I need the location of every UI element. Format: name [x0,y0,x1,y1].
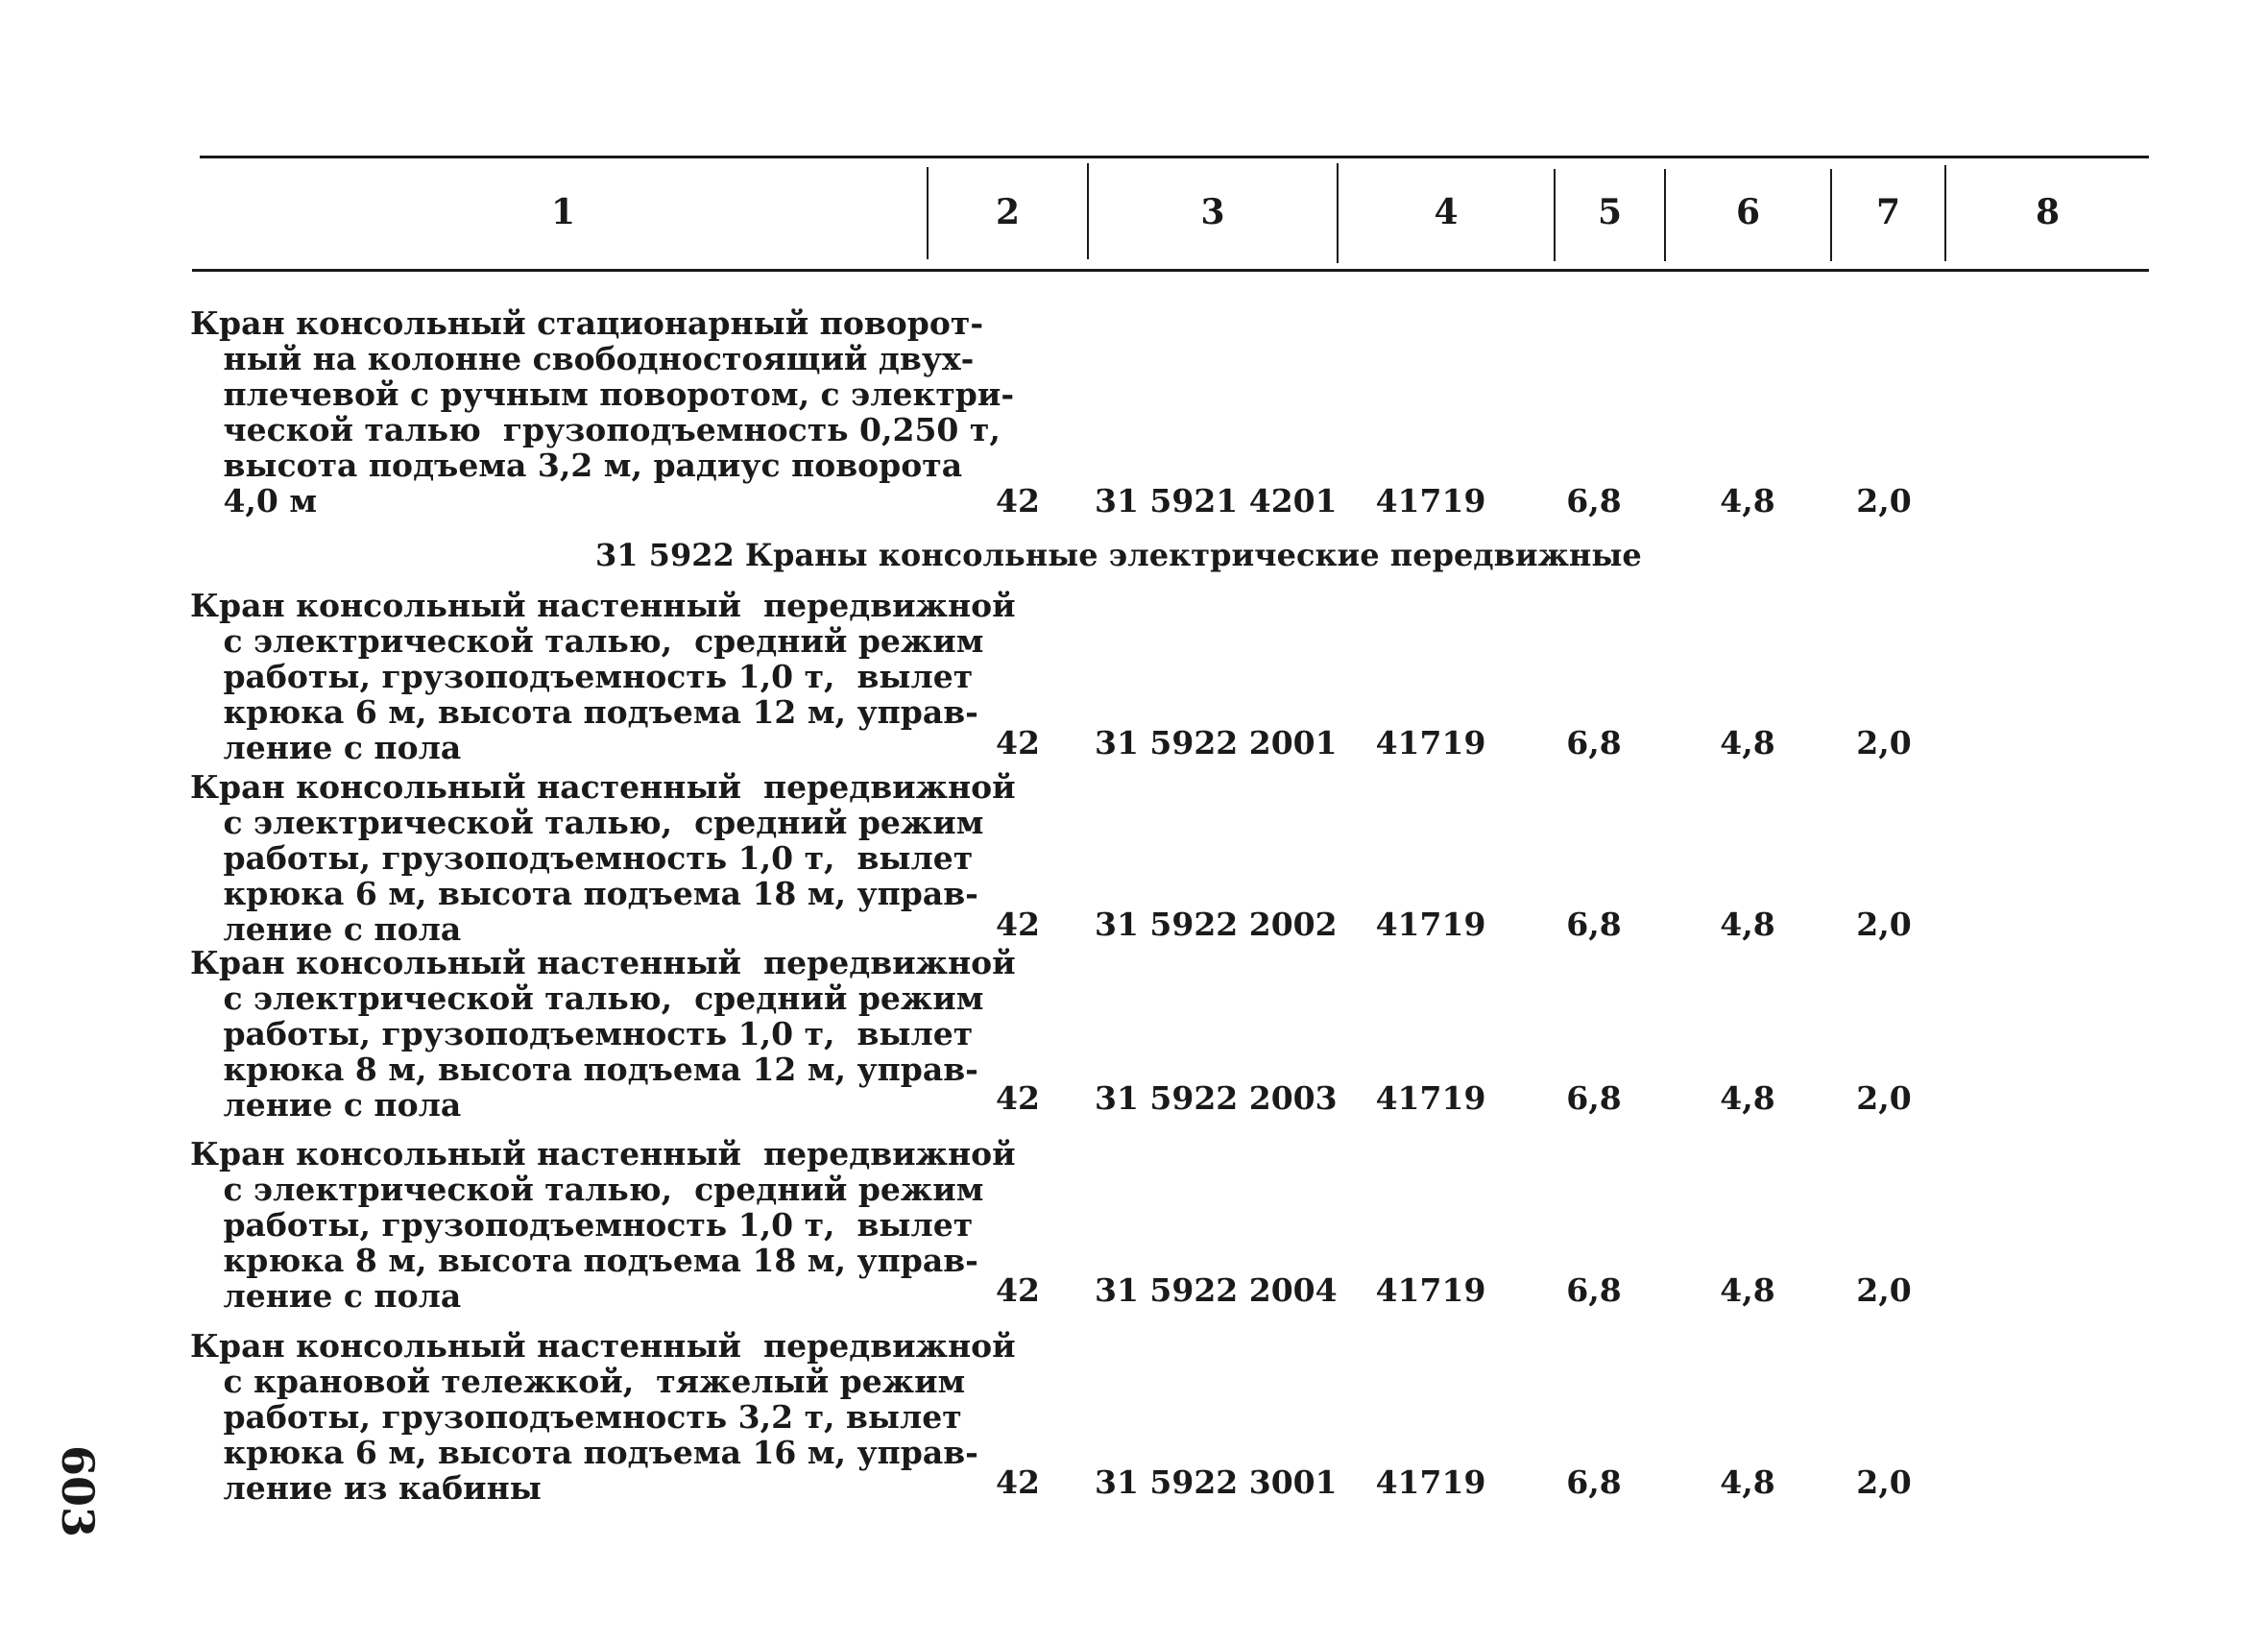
cell-col4: 41719 [1375,906,1486,943]
column-header-5: 5 [1597,192,1623,232]
description-line: с электрической талью, средний режим [190,622,984,660]
row-description [190,1327,1016,1507]
description-line: Кран консольный стационарный поворот- [190,304,984,342]
description-line: ление с пола [190,1277,462,1315]
description-line: с крановой тележкой, тяжелый режим [190,1363,966,1400]
column-header-1: 1 [550,192,576,232]
table-header-bottom-rule [192,269,2149,272]
cell-col4: 41719 [1375,1463,1486,1501]
cell-col6: 4,8 [1720,1079,1775,1117]
description-line: работы, грузоподъемность 1,0 т, вылет [190,839,974,877]
description-line: плечевой с ручным поворотом, с электри- [190,375,1015,413]
cell-col2: 42 [996,906,1040,943]
description-line: Кран консольный настенный передвижной [190,944,1016,981]
cell-col6: 4,8 [1720,482,1775,520]
description-line: ление с пола [190,1086,462,1124]
table-top-rule [200,156,2149,158]
cell-col5: 6,8 [1566,1271,1622,1309]
description-line: крюка 6 м, высота подъема 18 м, управ- [190,875,978,912]
description-line: ный на колонне свободностоящий двух- [190,340,975,377]
cell-col7: 2,0 [1856,1079,1912,1117]
column-header-3: 3 [1200,192,1225,232]
description-line: крюка 6 м, высота подъема 16 м, управ- [190,1434,978,1471]
cell-col6: 4,8 [1720,724,1775,762]
cell-col5: 6,8 [1566,482,1622,520]
cell-col7: 2,0 [1856,482,1912,520]
cell-col6: 4,8 [1720,1463,1775,1501]
column-header-8: 8 [2035,192,2061,232]
cell-col5: 6,8 [1566,1463,1622,1501]
row-description [190,1135,1016,1315]
description-line: крюка 6 м, высота подъема 12 м, управ- [190,693,978,731]
cell-col4: 41719 [1375,1079,1486,1117]
cell-col3: 31 5922 2003 [1095,1079,1338,1117]
description-line: работы, грузоподъемность 1,0 т, вылет [190,1206,974,1244]
description-line: Кран консольный настенный передвижной [190,1135,1016,1173]
section-heading: 31 5922 Краны консольные электрические передвижные [595,537,1642,573]
description-line: крюка 8 м, высота подъема 18 м, управ- [190,1242,978,1279]
description-line: работы, грузоподъемность 3,2 т, вылет [190,1398,962,1436]
row-description [190,768,1016,948]
row-description [190,587,1016,766]
cell-col2: 42 [996,1271,1040,1309]
description-line: ление с пола [190,729,462,766]
cell-col3: 31 5922 2004 [1095,1271,1338,1309]
column-header-6: 6 [1735,192,1761,232]
description-line: работы, грузоподъемность 1,0 т, вылет [190,658,974,695]
cell-col6: 4,8 [1720,906,1775,943]
cell-col4: 41719 [1375,482,1486,520]
description-line: крюка 8 м, высота подъема 12 м, управ- [190,1051,978,1088]
description-line: 4,0 м [190,482,318,520]
cell-col7: 2,0 [1856,906,1912,943]
description-line: Кран консольный настенный передвижной [190,1327,1016,1365]
description-line: с электрической талью, средний режим [190,804,984,841]
cell-col7: 2,0 [1856,724,1912,762]
description-line: высота подъема 3,2 м, радиус поворота [190,447,963,484]
description-line: ческой талью грузоподъемность 0,250 т, [190,411,1001,448]
cell-col7: 2,0 [1856,1463,1912,1501]
cell-col2: 42 [996,1463,1040,1501]
cell-col5: 6,8 [1566,906,1622,943]
cell-col6: 4,8 [1720,1271,1775,1309]
description-line: Кран консольный настенный передвижной [190,587,1016,624]
cell-col3: 31 5922 2002 [1095,906,1338,943]
cell-col2: 42 [996,1079,1040,1117]
column-header-2: 2 [995,192,1021,232]
cell-col4: 41719 [1375,724,1486,762]
cell-col3: 31 5922 3001 [1095,1463,1338,1501]
cell-col5: 6,8 [1566,724,1622,762]
description-line: работы, грузоподъемность 1,0 т, вылет [190,1015,974,1052]
row-description [190,304,1015,520]
description-line: Кран консольный настенный передвижной [190,768,1016,806]
description-line: ление из кабины [190,1469,542,1507]
cell-col2: 42 [996,724,1040,762]
column-header-4: 4 [1434,192,1459,232]
cell-col3: 31 5921 4201 [1095,482,1338,520]
description-line: с электрической талью, средний режим [190,1171,984,1208]
cell-col4: 41719 [1375,1271,1486,1309]
cell-col3: 31 5922 2001 [1095,724,1338,762]
cell-col5: 6,8 [1566,1079,1622,1117]
column-header-7: 7 [1875,192,1901,232]
cell-col2: 42 [996,482,1040,520]
page-number: 603 [52,1445,104,1538]
row-description [190,944,1016,1124]
description-line: с электрической талью, средний режим [190,979,984,1017]
cell-col7: 2,0 [1856,1271,1912,1309]
description-line: ление с пола [190,910,462,948]
